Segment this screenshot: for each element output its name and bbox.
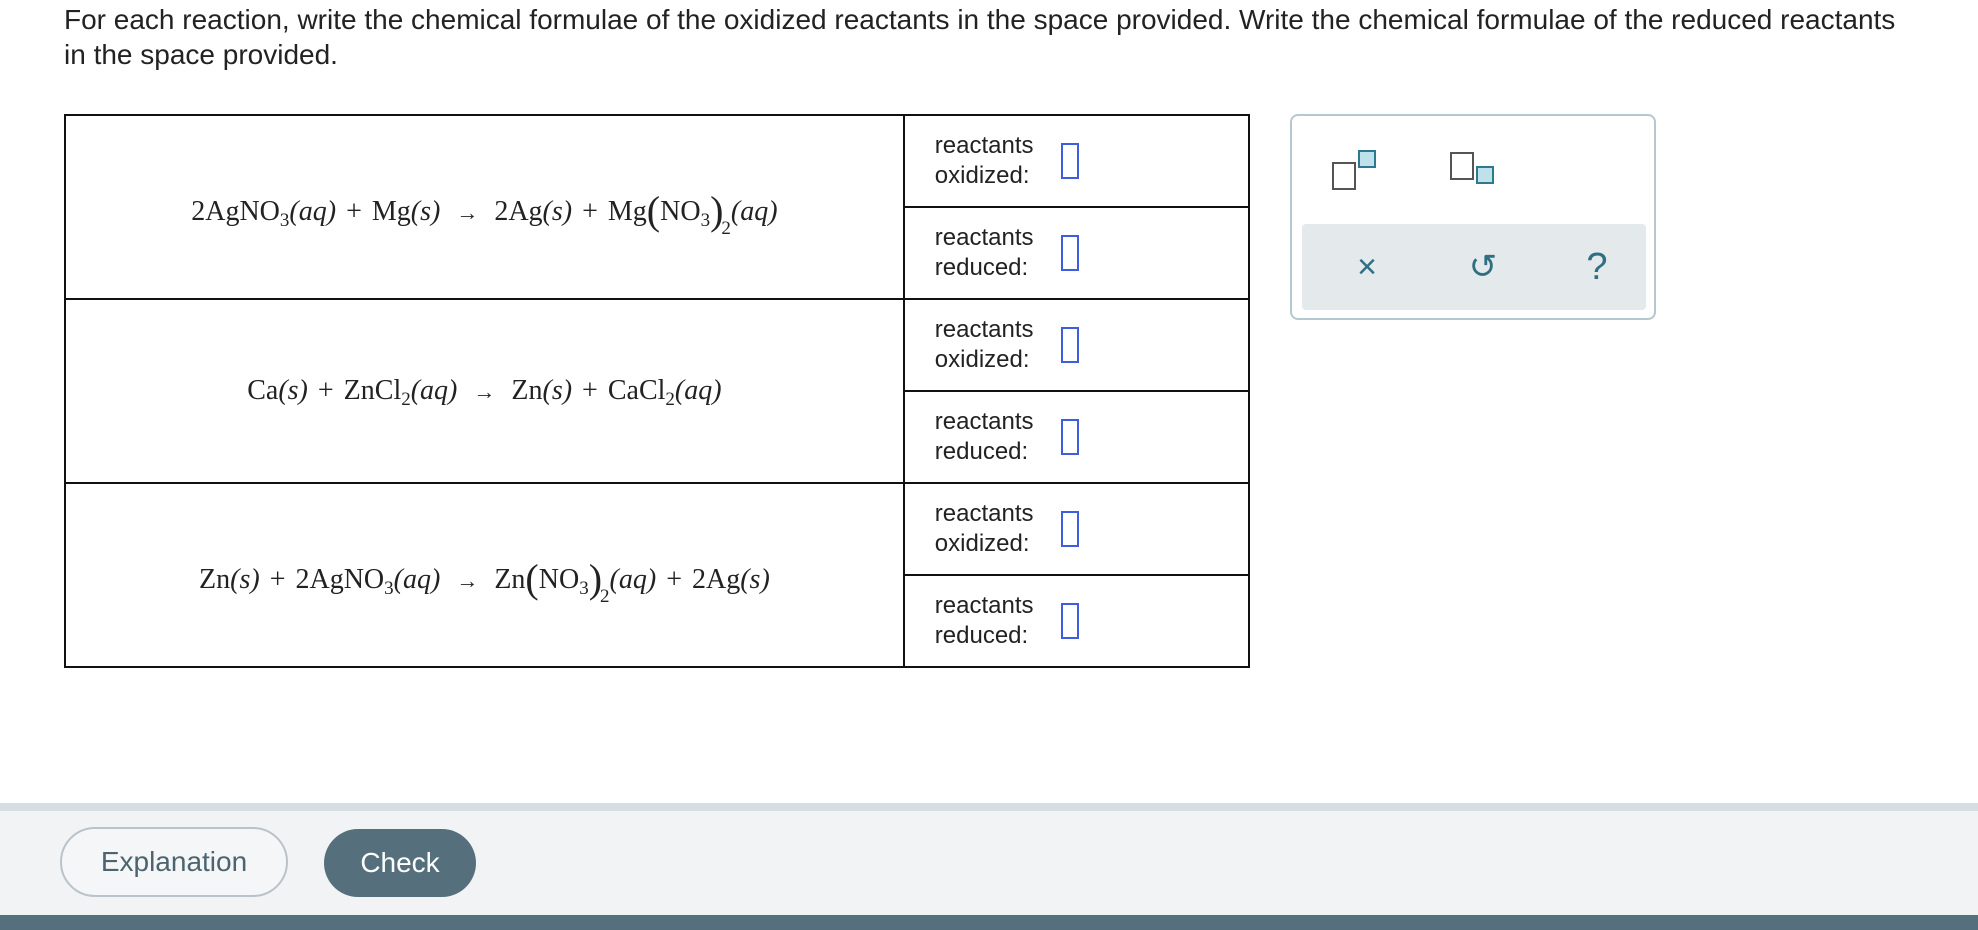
product-formula: 2Ag (691, 563, 741, 595)
reactant-formula: 2AgNO (295, 563, 385, 595)
product-formula: Zn (511, 375, 543, 406)
plus-sign: + (269, 563, 286, 595)
state-label: (s) (278, 375, 308, 406)
oxidized-label: reactants oxidized: (934, 500, 1034, 557)
formula-palette (1290, 114, 1656, 320)
state-label: (aq) (730, 195, 778, 227)
state-label: (s) (230, 563, 260, 595)
reduced-label: reactants reduced: (934, 408, 1034, 465)
footer-divider (0, 803, 1978, 811)
reaction-2-oxidized-cell (904, 299, 1249, 391)
formula-subscript: 2 (600, 585, 610, 607)
reaction-3-reduced-cell (904, 575, 1249, 667)
clear-icon[interactable]: × (1357, 248, 1377, 286)
reaction-arrow: → (473, 379, 496, 404)
reaction-1-oxidized-cell (904, 115, 1249, 207)
undo-icon[interactable]: ↺ (1468, 248, 1498, 286)
reactant-formula: 2AgNO (191, 195, 280, 227)
polyatomic-ion: NO (538, 563, 580, 595)
formula-subscript: 3 (279, 209, 290, 231)
state-label: (s) (542, 375, 573, 406)
bottom-strip (0, 915, 1978, 930)
palette-action-bar (1302, 224, 1646, 310)
state-label: (s) (410, 195, 441, 227)
reactions-table (64, 114, 1250, 668)
reaction-3-oxidized-cell (904, 483, 1249, 575)
reduced-label: reactants reduced: (934, 592, 1034, 649)
reactant-formula: Mg (371, 195, 411, 227)
reaction-arrow: → (456, 199, 479, 225)
reaction-1-reduced-input[interactable] (1061, 235, 1079, 271)
product-formula: Mg (607, 195, 647, 227)
formula-subscript: 3 (384, 577, 394, 599)
formula-subscript: 2 (721, 217, 731, 239)
state-label: (aq) (674, 375, 722, 406)
polyatomic-ion: NO (660, 195, 701, 227)
plus-sign: + (346, 195, 362, 227)
reaction-1-reduced-cell (904, 207, 1249, 299)
reaction-1-oxidized-input[interactable] (1061, 143, 1079, 179)
formula-subscript: 3 (700, 209, 711, 231)
product-formula: CaCl (607, 375, 666, 406)
product-formula: 2Ag (494, 195, 543, 227)
product-formula: Zn (494, 563, 526, 595)
state-label: (aq) (410, 375, 458, 406)
plus-sign: + (582, 195, 598, 227)
formula-subscript: 2 (401, 389, 411, 410)
reaction-1-equation: 2AgNO $_3$ (aq) + Mg (s) → 2Ag (s) + Mg ( NO $_3$ ) 2 (aq) (65, 115, 904, 299)
plus-sign: + (317, 375, 334, 406)
reaction-3-oxidized-input[interactable] (1061, 511, 1079, 547)
subscript-template-icon[interactable] (1448, 150, 1504, 194)
reaction-3-reduced-input[interactable] (1061, 603, 1079, 639)
state-label: (aq) (609, 563, 657, 595)
reaction-2-reduced-cell (904, 391, 1249, 483)
reduced-label: reactants reduced: (934, 224, 1034, 281)
formula-subscript: 2 (665, 389, 675, 410)
superscript-template-icon[interactable] (1330, 150, 1386, 194)
state-label: (s) (542, 195, 573, 227)
reaction-2-oxidized-input[interactable] (1061, 327, 1079, 363)
reactant-formula: Zn (199, 563, 231, 595)
plus-sign: + (666, 563, 682, 595)
reaction-2-reduced-input[interactable] (1061, 419, 1079, 455)
state-label: (s) (740, 563, 770, 595)
oxidized-label: reactants oxidized: (934, 132, 1034, 189)
footer-bar (0, 811, 1978, 915)
explanation-button[interactable]: Explanation (60, 827, 288, 897)
oxidized-label: reactants oxidized: (934, 316, 1034, 373)
reactant-formula: ZnCl (343, 375, 402, 406)
state-label: (aq) (393, 563, 441, 595)
instructions-text: For each reaction, write the chemical formulae of the oxidized reactants in the space provided. Write the chemical formulae of the reduced reactants in the space provided. (64, 4, 1896, 70)
reactant-formula: Ca (247, 375, 279, 406)
plus-sign: + (582, 375, 598, 406)
reaction-3-equation: Zn (s) + 2AgNO $_3$ (aq) → Zn ( NO $_3$ ) 2 (aq) + 2Ag (s) (65, 483, 904, 667)
formula-subscript: 3 (579, 577, 589, 599)
state-label: (aq) (289, 195, 337, 227)
reaction-2-equation (65, 299, 904, 483)
check-button[interactable]: Check (324, 829, 476, 897)
help-icon[interactable]: ? (1586, 246, 1608, 288)
reaction-arrow: → (456, 567, 479, 593)
